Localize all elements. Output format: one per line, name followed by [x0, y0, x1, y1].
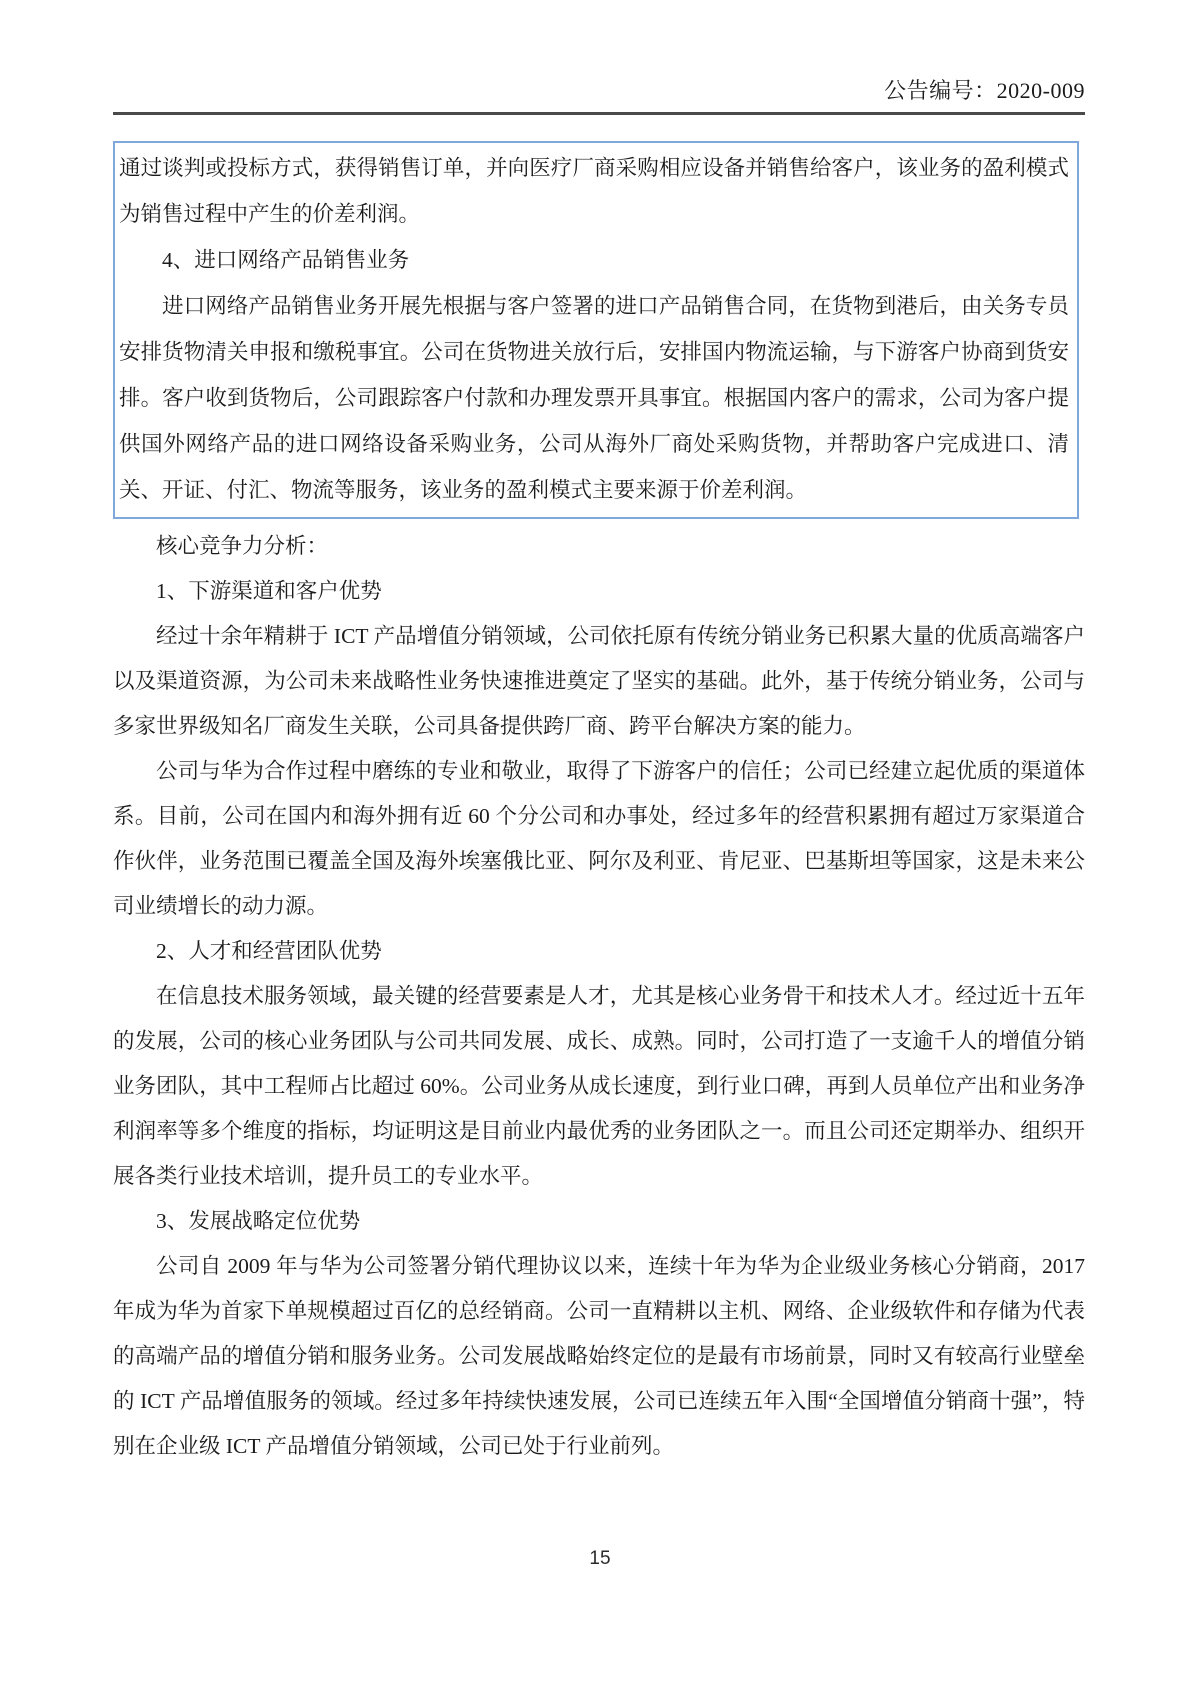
boxed-paragraph-continuation: 通过谈判或投标方式，获得销售订单，并向医疗厂商采购相应设备并销售给客户，该业务的盈利模式为销售过程中产生的价差利润。	[119, 156, 1069, 226]
announcement-number: 公告编号：2020-009	[884, 78, 1085, 103]
paragraph: 公司自 2009 年与华为公司签署分销代理协议以来，连续十年为华为企业级业务核心分销商，2017 年成为华为首家下单规模超过百亿的总经销商。公司一直精耕以主机、网络、企业级软件和存储为代表的高端产品的增值分销和服务业务。公司发展战略始终定位的是最有市场前景，同时又有较高行业壁垒的 ICT 产品增值服务的领域。经过多年持续快速发展，公司已连续五年入围“全国增值分销商十强”，特别在企业级 ICT 产品增值分销领域，公司已处于行业前列。	[113, 1254, 1085, 1458]
main-content	[113, 524, 1085, 1469]
subsection-heading-1: 1、下游渠道和客户优势	[156, 579, 382, 603]
page-number: 15	[589, 1548, 611, 1569]
boxed-paragraph: 进口网络产品销售业务开展先根据与客户签署的进口产品销售合同，在货物到港后，由关务专员安排货物清关申报和缴税事宜。公司在货物进关放行后，安排国内物流运输，与下游客户协商到货安排。客户收到货物后，公司跟踪客户付款和办理发票开具事宜。根据国内客户的需求，公司为客户提供国外网络产品的进口网络设备采购业务，公司从海外厂商处采购货物，并帮助客户完成进口、清关、开证、付汇、物流等服务，该业务的盈利模式主要来源于价差利润。	[119, 294, 1069, 502]
page-content	[113, 76, 1085, 1469]
paragraph: 经过十余年精耕于 ICT 产品增值分销领域，公司依托原有传统分销业务已积累大量的优质高端客户以及渠道资源，为公司未来战略性业务快速推进奠定了坚实的基础。此外，基于传统分销业务，公司与多家世界级知名厂商发生关联，公司具备提供跨厂商、跨平台解决方案的能力。	[113, 624, 1085, 738]
boxed-subsection-heading: 4、进口网络产品销售业务	[162, 248, 410, 272]
section-heading-core-competitiveness: 核心竞争力分析：	[156, 534, 329, 558]
boxed-business-section	[113, 141, 1079, 519]
paragraph: 在信息技术服务领域，最关键的经营要素是人才，尤其是核心业务骨干和技术人才。经过近十五年的发展，公司的核心业务团队与公司共同发展、成长、成熟。同时，公司打造了一支逾千人的增值分销业务团队，其中工程师占比超过 60%。公司业务从成长速度，到行业口碑，再到人员单位产出和业务净利润率等多个维度的指标，均证明这是目前业内最优秀的业务团队之一。而且公司还定期举办、组织开展各类行业技术培训，提升员工的专业水平。	[113, 984, 1085, 1188]
header-divider	[113, 112, 1085, 115]
subsection-heading-3: 3、发展战略定位优势	[156, 1209, 361, 1233]
subsection-heading-2: 2、人才和经营团队优势	[156, 939, 382, 963]
paragraph: 公司与华为合作过程中磨练的专业和敬业，取得了下游客户的信任；公司已经建立起优质的渠道体系。目前，公司在国内和海外拥有近 60 个分公司和办事处，经过多年的经营积累拥有超过万家渠道合作伙伴，业务范围已覆盖全国及海外埃塞俄比亚、阿尔及利亚、肯尼亚、巴基斯坦等国家，这是未来公司业绩增长的动力源。	[113, 759, 1085, 918]
